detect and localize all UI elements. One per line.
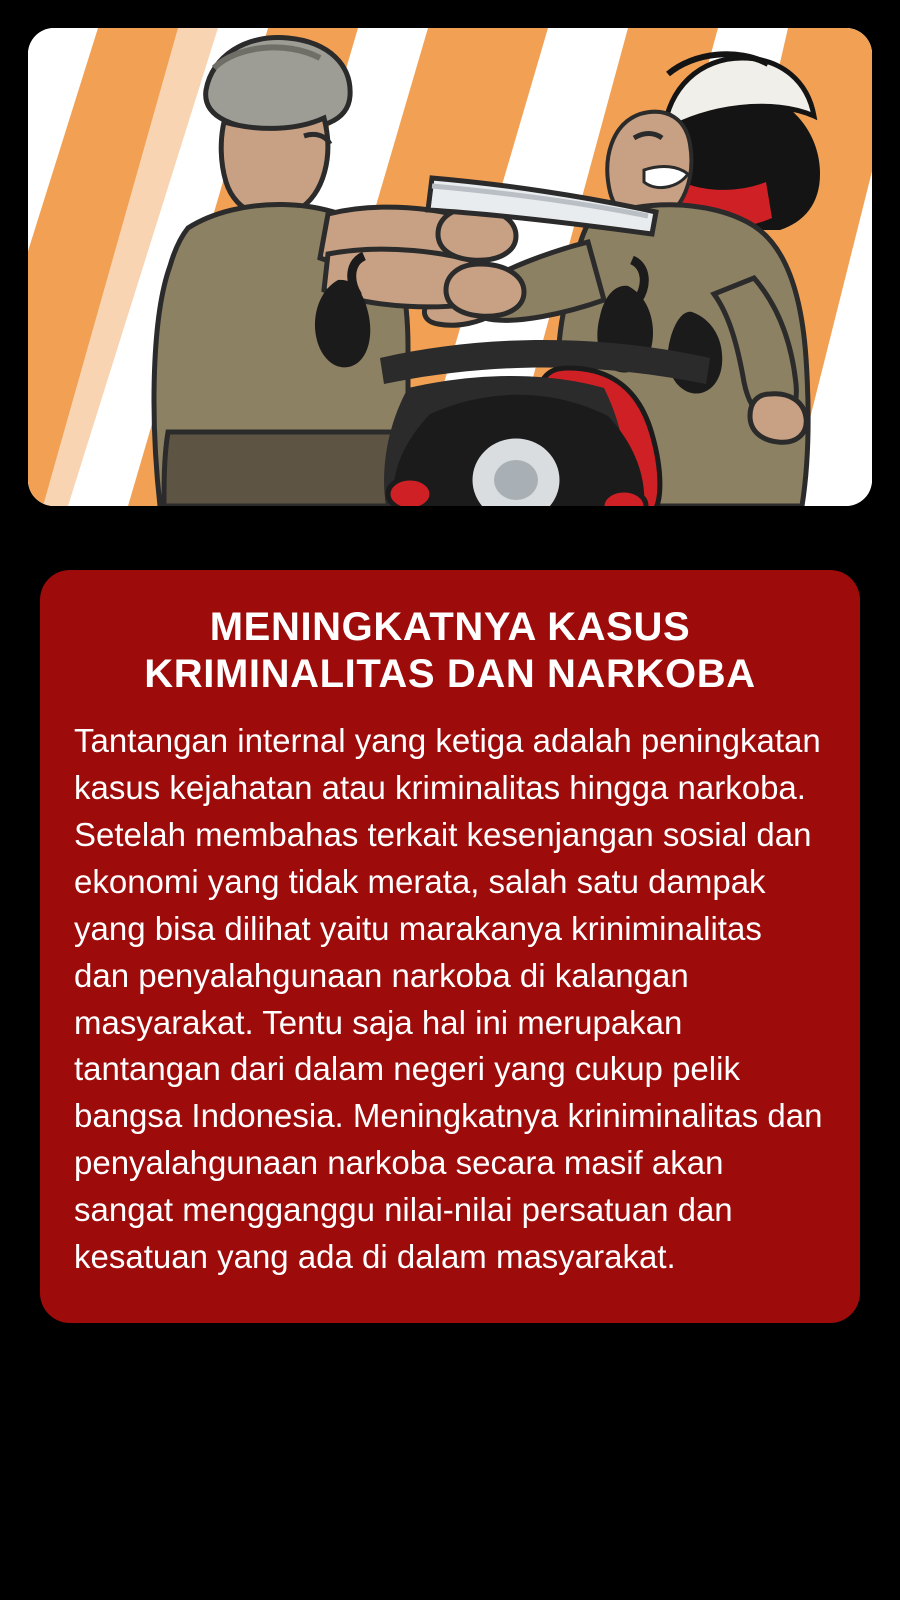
content-card: [40, 570, 860, 1323]
motorcycle-robbery-icon: [28, 28, 872, 506]
illustration-card: [28, 28, 872, 506]
card-body-text: Tantangan internal yang ketiga adalah peningkatan kasus kejahatan atau kriminalitas hingga narkoba. Setelah membahas terkait kesenjangan sosial dan ekonomi yang tidak merata, salah satu dampak yang bisa dilihat yaitu marakanya kriniminalitas dan penyalahgunaan narkoba di kalangan masyarakat. Tentu saja hal ini merupakan tantangan dari dalam negeri yang cukup pelik bangsa Indonesia. Meningkatnya kriniminalitas dan penyalahgunaan narkoba secara masif akan sangat mengganggu nilai-nilai persatuan dan kesatuan yang ada di dalam masyarakat.: [74, 722, 823, 1275]
card-title: MENINGKATNYA KASUS KRIMINALITAS DAN NARKOBA: [144, 605, 756, 697]
